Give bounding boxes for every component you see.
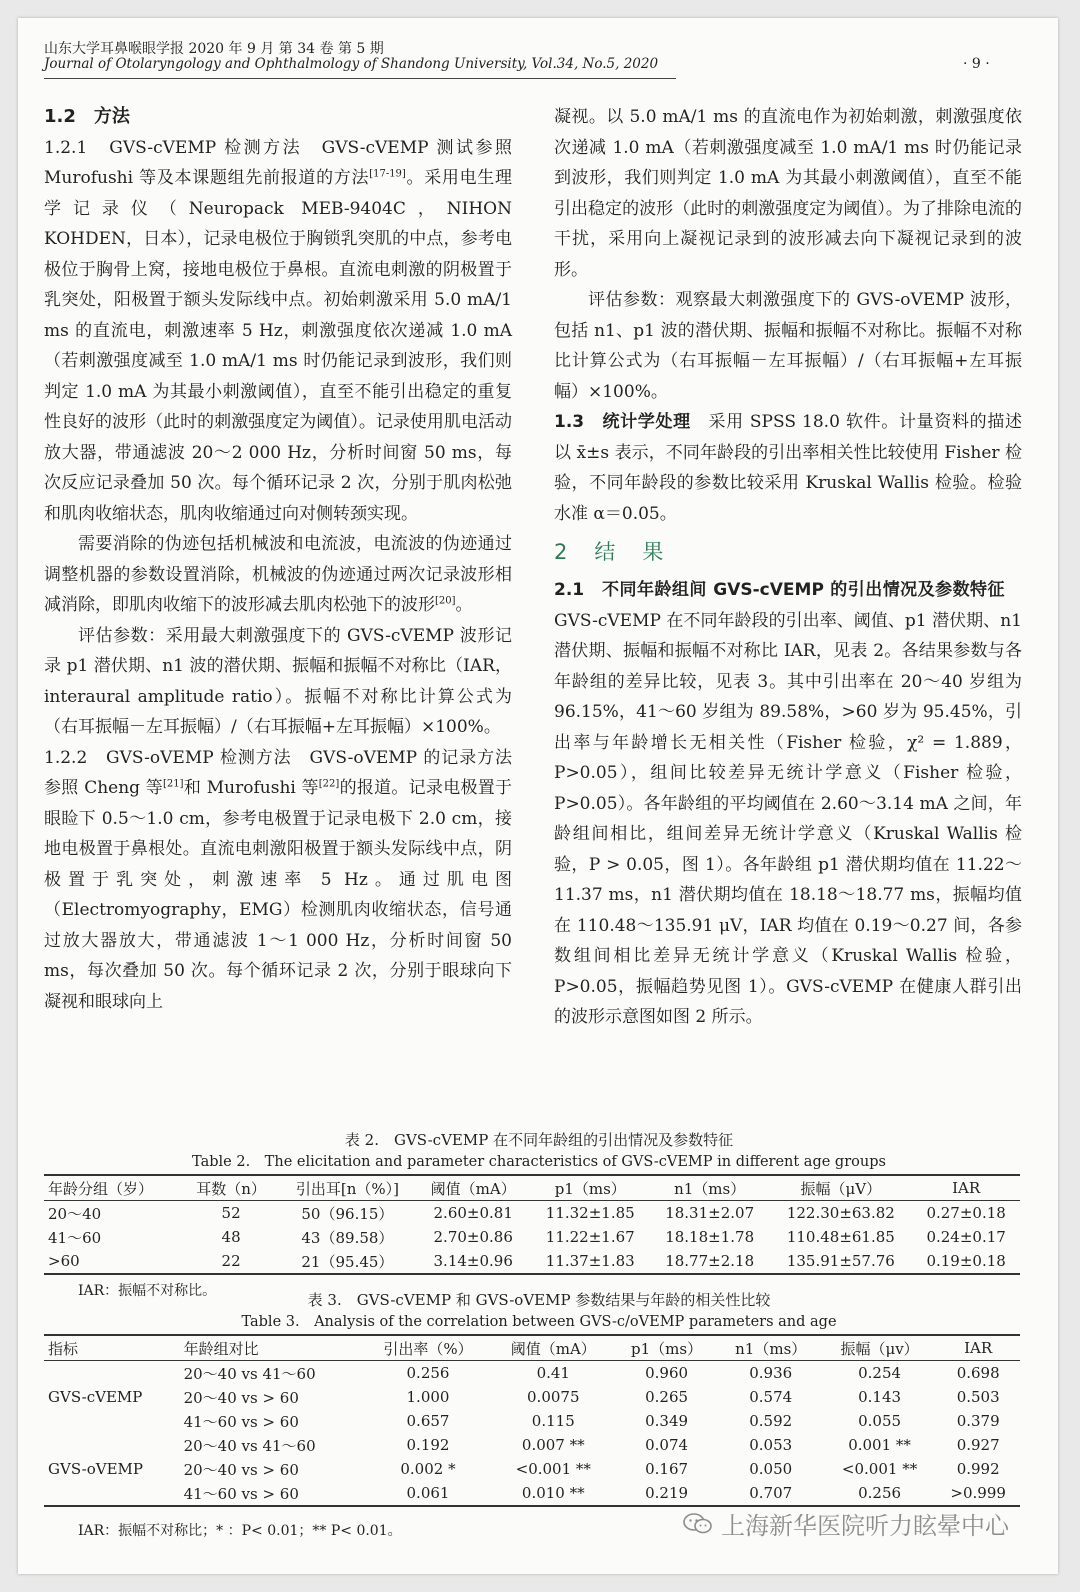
watermark-text: 上海新华医院听力眩晕中心 <box>721 1512 1009 1540</box>
table-row: GVS-cVEMP 20～40 vs > 60 1.000 0.0075 0.265 0.574 0.143 0.503 <box>44 1385 1020 1409</box>
table2-header-row: 年龄分组（岁） 耳数（n） 引出耳[n（%）] 阈值（mA） p1（ms） n1（ms） 振幅（μV） IAR <box>44 1175 1020 1201</box>
table-row: 20～40 vs 41～60 0.192 0.007 ** 0.074 0.053 0.001 ** 0.927 <box>183 1436 1000 1455</box>
paragraph-1-2-1: 1.2.1 GVS-cVEMP 检测方法 GVS-cVEMP 测试参照 Murofushi 等及本课题组先前报道的方法[17-19]。采用电生理学记录仪（Neuropack MEB-9404C，NIHON KOHDEN，日本），记录电极位于胸锁乳突肌的中点，参考电极位于胸骨上窝，接地电极位于鼻根。直流电刺激的阴极置于乳突处，阳极置于额头发际线中点。初始刺激采用 5.0 mA/1 ms 的直流电，刺激速率 5 Hz，刺激强度依次递减 1.0 mA（若刺激强度减至 1.0 mA/1 ms 时仍能记录到波形，我们则判定 1.0 mA 为其最小刺激阈值），直至不能引出稳定的重复性良好的波形（此时的刺激强度定为阈值）。记录使用肌电活动放大器，带通滤波 20～2 000 Hz，分析时间窗 50 ms，每次反应记录叠加 50 次。每个循环记录 2 次，分别于肌肉松弛和肌肉收缩状态，肌肉收缩通过向对侧转颈实现。 <box>44 137 512 524</box>
group-label-ovemp: GVS-oVEMP <box>48 1460 143 1478</box>
paragraph-artifact: 需要消除的伪迹包括机械波和电流波，电流波的伪迹通过调整机器的参数设置消除，机械波的伪迹通过两次记录波形相减消除，即肌肉收缩下的波形减去肌肉松弛下的波形[20]。 <box>44 534 512 615</box>
table-row: 41～60 48 43（89.58） 2.70±0.86 11.22±1.67 18.18±1.78 110.48±61.85 0.24±0.17 <box>48 1228 1006 1247</box>
section-heading-results: 2 结 果 <box>554 540 667 564</box>
paragraph-ovemp-cont: 凝视。以 5.0 mA/1 ms 的直流电作为初始刺激，刺激强度依次递减 1.0 mA（若刺激强度减至 1.0 mA/1 ms 时仍能记录到波形，我们则判定 1.0 mA 为其最小刺激阈值），直至不能引出稳定的波形（此时的刺激强度定为阈值）。为了排除电流的干扰，采用向上凝视记录到的波形减去向下凝视记录到的波形。 <box>554 107 1022 280</box>
paragraph-2-1: 2.1 不同年龄组间 GVS-cVEMP 的引出情况及参数特征 GVS-cVEMP 在不同年龄段的引出率、阈值、p1 潜伏期、n1 潜伏期、振幅和振幅不对称比 IAR，见表 2。各结果参数与各年龄组的差异比较，见表 3。其中引出率在 20～40 岁组为 96.15%，41～60 岁组为 89.58%，>60 岁为 95.45%，引出率与年龄增长无相关性（Fisher 检验，χ² = 1.889，P>0.05），组间比较差异无统计学意义（Fisher 检验，P>0.05）。各年龄组的平均阈值在 2.60～3.14 mA 之间，年龄组间相比，组间差异无统计学意义（Kruskal Wallis 检验，P > 0.05，图 1）。各年龄组 p1 潜伏期均值在 11.22～11.37 ms，n1 潜伏期均值在 18.18～18.77 ms，振幅均值在 110.48～135.91 μV，IAR 均值在 0.19～0.27 间，各参数组间相比差异无统计学意义（Kruskal Wallis 检验，P>0.05，振幅趋势见图 1）。GVS-cVEMP 在健康人群引出的波形示意图如图 2 所示。 <box>554 580 1022 1027</box>
table3-caption-cn: 表 3. GVS-cVEMP 和 GVS-oVEMP 参数结果与年龄的相关性比较 <box>307 1291 771 1309</box>
table-row: >60 22 21（95.45） 3.14±0.96 11.37±1.83 18.77±2.18 135.91±57.76 0.19±0.18 <box>44 1249 1020 1274</box>
paper-page <box>18 18 1058 1574</box>
watermark <box>683 1506 1009 1541</box>
wechat-icon <box>683 1513 713 1535</box>
section-heading-1-2: 1.2 方法 <box>44 106 130 127</box>
table-row: 20～40 vs 41～60 0.256 0.41 0.960 0.936 0.254 0.698 <box>183 1364 1000 1383</box>
journal-title-cn: 山东大学耳鼻喉眼学报 2020 年 9 月 第 34 卷 第 5 期 <box>44 41 384 57</box>
table-row: 41～60 vs > 60 0.657 0.115 0.349 0.592 0.055 0.379 <box>183 1412 1000 1431</box>
table-row: 20～40 52 50（96.15） 2.60±0.81 11.32±1.85 18.31±2.07 122.30±63.82 0.27±0.18 <box>48 1204 1006 1223</box>
table3-header-row: 指标 年龄组对比 引出率（%） 阈值（mA） p1（ms） n1（ms） 振幅（μv） IAR <box>44 1335 1020 1361</box>
table2-note: IAR：振幅不对称比。 <box>78 1283 217 1299</box>
table2-caption-cn: 表 2. GVS-cVEMP 在不同年龄组的引出情况及参数特征 <box>344 1131 734 1149</box>
left-column <box>44 102 512 1017</box>
table3-note: IAR：振幅不对称比；* ：P< 0.01；** P< 0.01。 <box>78 1523 402 1539</box>
paragraph-1-3: 1.3 统计学处理 采用 SPSS 18.0 软件。计量资料的描述以 x̄±s 表示，不同年龄段的引出率相关性比较使用 Fisher 检验，不同年龄段的参数比较采用 Kruskal Wallis 检验。检验水准 α＝0.05。 <box>554 412 1022 524</box>
table3 <box>44 1334 1020 1507</box>
paragraph-eval-ovemp: 评估参数：观察最大刺激强度下的 GVS-oVEMP 波形，包括 n1、p1 波的潜伏期、振幅和振幅不对称比。振幅不对称比计算公式为（右耳振幅－左耳振幅）/（右耳振幅+左耳振幅）×100%。 <box>554 290 1022 402</box>
table-row: 41～60 vs > 60 0.061 0.010 ** 0.219 0.707 0.256 >0.999 <box>44 1481 1020 1506</box>
header-rule <box>44 78 676 79</box>
table2-caption-en: Table 2. The elicitation and parameter characteristics of GVS-cVEMP in different age groups <box>192 1154 886 1170</box>
journal-title-en: Journal of Otolaryngology and Ophthalmology of Shandong University, Vol.34, No.5, 2020 <box>44 56 659 72</box>
page-number: · 9 · <box>963 56 990 72</box>
paragraph-eval-cvemp: 评估参数：采用最大刺激强度下的 GVS-cVEMP 波形记录 p1 潜伏期、n1 波的潜伏期、振幅和振幅不对称比（IAR，interaural amplitude ratio）。振幅不对称比计算公式为（右耳振幅－左耳振幅）/（右耳振幅+左耳振幅）×100%。 <box>44 625 512 737</box>
table-row: GVS-oVEMP 20～40 vs > 60 0.002 * <0.001 ** 0.167 0.050 <0.001 ** 0.992 <box>44 1457 1020 1481</box>
paragraph-1-2-2: 1.2.2 GVS-oVEMP 检测方法 GVS-oVEMP 的记录方法参照 Cheng 等[21]和 Murofushi 等[22]的报道。记录电极置于眼睑下 0.5～1.0 cm，参考电极置于记录电极下 2.0 cm，接地电极置于鼻根处。直流电刺激阳极置于额头发际线中点，阴极置于乳突处，刺激速率 5 Hz。通过肌电图（Electromyography，EMG）检测肌肉收缩状态，信号通过放大器放大，带通滤波 1～1 000 Hz，分析时间窗 50 ms，每次叠加 50 次。每个循环记录 2 次，分别于眼球向下凝视和眼球向上 <box>44 747 513 1012</box>
table3-caption-en: Table 3. Analysis of the correlation between GVS-c/oVEMP parameters and age <box>241 1314 837 1330</box>
right-column <box>554 102 1022 1033</box>
group-label-cvemp: GVS-cVEMP <box>48 1388 143 1406</box>
table2 <box>44 1174 1020 1275</box>
